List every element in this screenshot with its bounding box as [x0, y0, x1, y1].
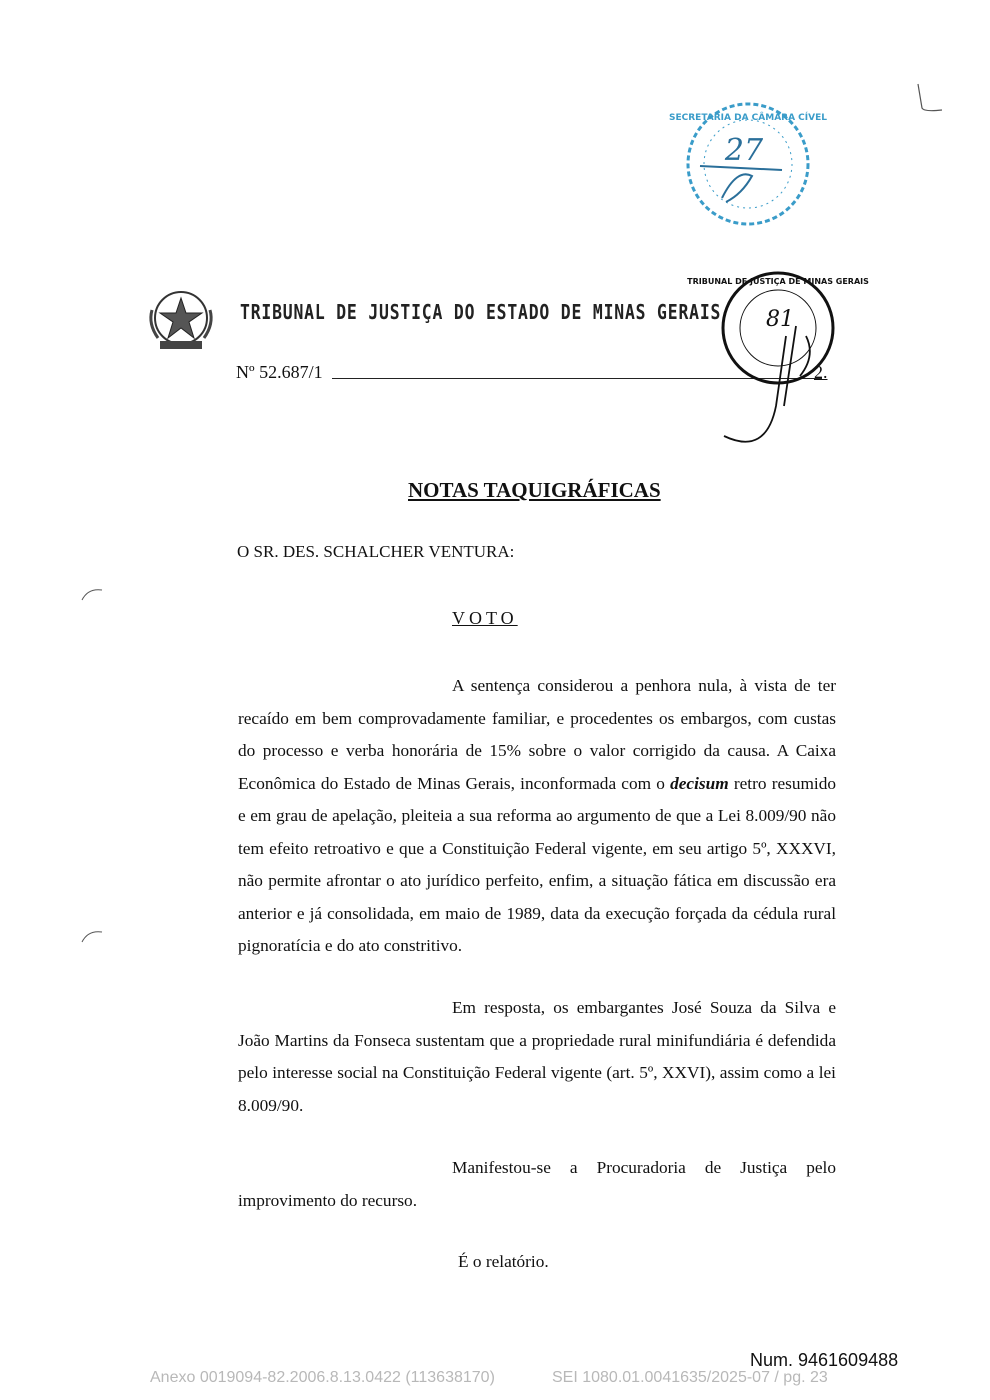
blue-stamp-number: 27	[724, 133, 764, 168]
court-seal-number: 81	[766, 307, 794, 332]
court-name: TRIBUNAL DE JUSTIÇA DO ESTADO DE MINAS GERAIS	[240, 300, 722, 324]
speaker-line: O SR. DES. SCHALCHER VENTURA:	[237, 542, 515, 561]
page-number: 2.	[814, 362, 828, 382]
paragraph-2-body: João Martins da Fonseca sustentam que a propriedade rural minifundiária é defendida pelo interesse social na Constituição Federal vigente (art. 5º, XXVI), assim como a lei 8.009/90.	[238, 1030, 836, 1115]
closing-line: É o relatório.	[458, 1252, 549, 1271]
paragraph-3	[238, 1152, 836, 1217]
paragraph-1-emphasis: decisum	[670, 773, 729, 793]
section-heading: VOTO	[452, 608, 518, 628]
paragraph-1	[238, 670, 836, 963]
paragraph-1-start: A sentença considerou a penhora nula, à vista de	[452, 676, 811, 695]
annex-reference: Anexo 0019094-82.2006.8.13.0422 (113638170)	[150, 1369, 495, 1386]
paragraph-2-start: Em resposta, os embargantes José Souza da Silva e	[452, 998, 836, 1017]
paragraph-1-continued: retro resumido e em grau de apelação, pleiteia a sua reforma ao argumento de que a Lei 8.009/90 não tem efeito retroativo e que a Constituição Federal vigente, em seu artigo 5º, XXXVI, não permite afrontar o ato jurídico perfeito, enfim, a situação fática em discussão era anterior e já consolidada, em maio de 1989, data da execução forçada da cédula rural pignoratícia e do ato constritivo.	[238, 773, 837, 955]
scan-mark	[80, 928, 106, 944]
paragraph-3-start: Manifestou-se a Procuradoria de Justiça pelo	[452, 1158, 836, 1177]
scan-mark	[80, 586, 106, 602]
blue-stamp-text: SECRETARIA DA CÂMARA CÍVEL	[669, 113, 827, 123]
sei-reference: SEI 1080.01.0041635/2025-07 / pg. 23	[552, 1369, 828, 1386]
paragraph-2	[238, 992, 836, 1122]
paragraph-1-body: ter recaído em bem comprovadamente familiar, e procedentes os embargos, com custas do processo e verba honorária de 15% sobre o valor corrigido da causa. A Caixa Econômica do Estado de Minas Gerais, inconformada com o	[238, 676, 836, 793]
process-number: Nº 52.687/1	[236, 362, 323, 382]
court-emblem-icon	[146, 288, 216, 352]
paragraph-3-body: improvimento do recurso.	[238, 1190, 418, 1210]
court-seal	[687, 266, 869, 456]
document-number: Num. 9461609488	[750, 1350, 899, 1370]
secretaria-stamp	[669, 98, 827, 230]
document-title: NOTAS TAQUIGRÁFICAS	[408, 478, 661, 502]
corner-mark	[912, 80, 952, 120]
court-seal-text: TRIBUNAL DE JUSTIÇA DE MINAS GERAIS	[687, 277, 869, 286]
